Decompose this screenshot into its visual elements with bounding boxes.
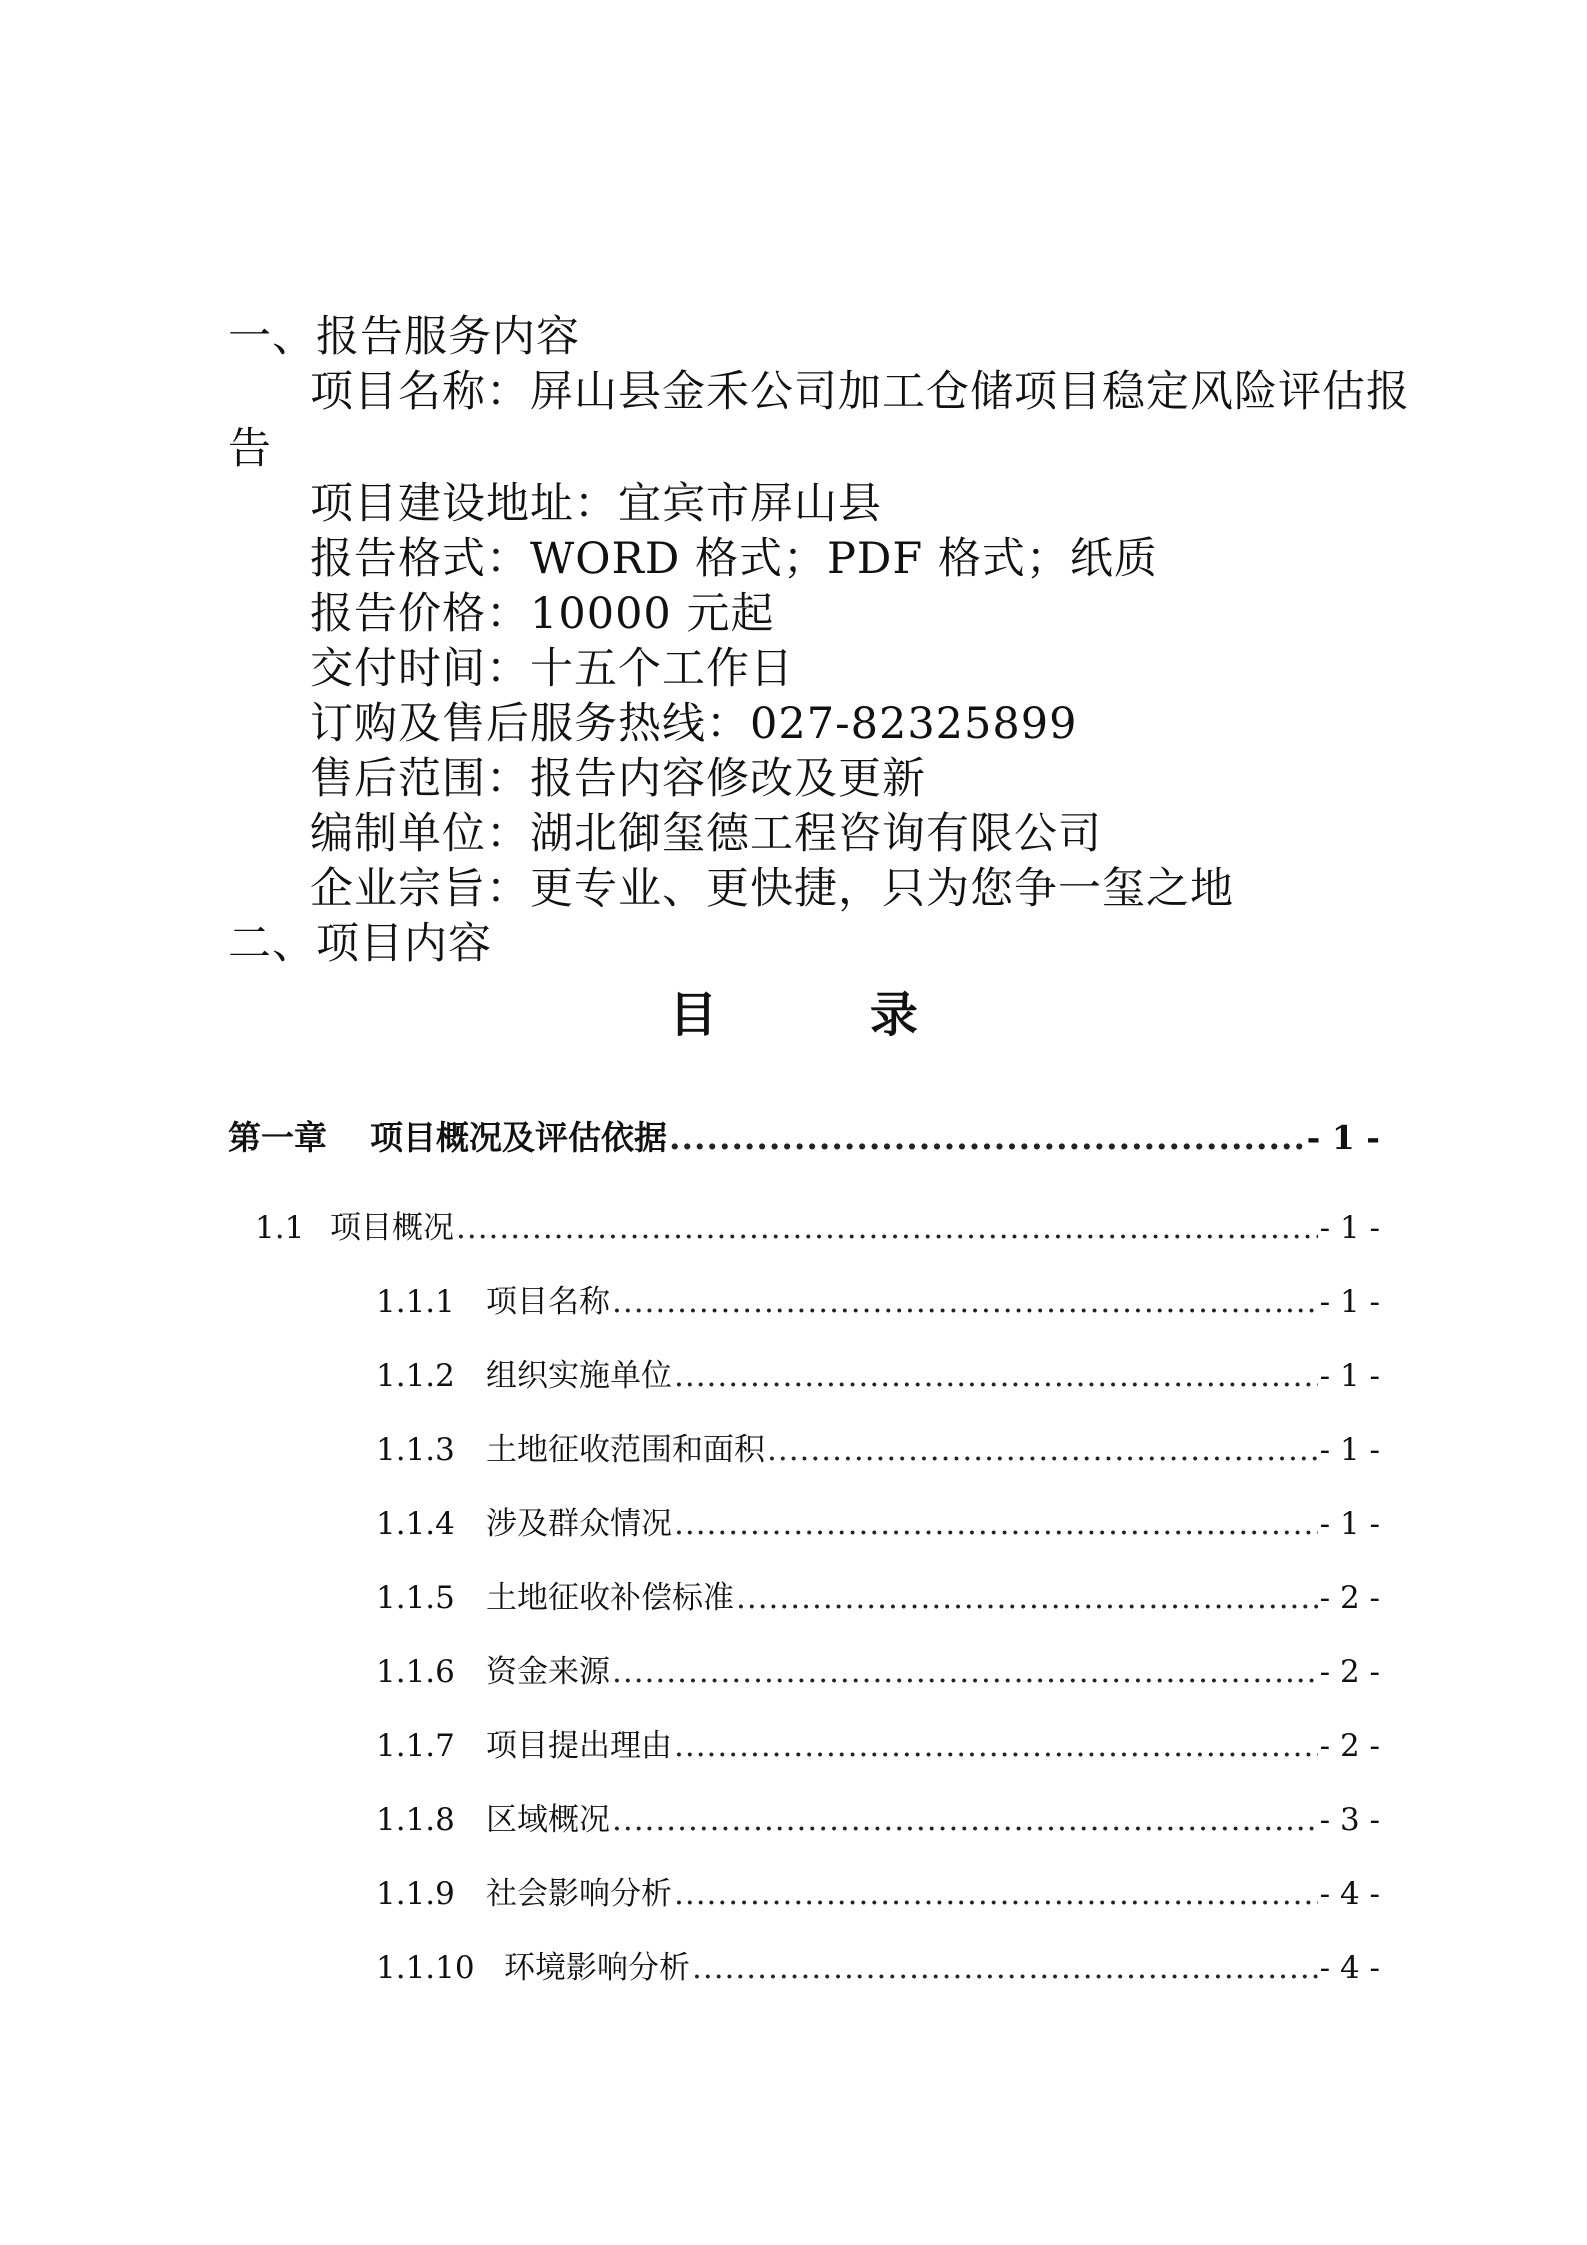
- toc-item-entry[interactable]: [376, 1356, 1380, 1396]
- toc-leader-dots: [612, 1652, 1318, 1692]
- toc-page-number: - 2 -: [1319, 1654, 1380, 1690]
- toc-chapter-number: 第一章: [228, 1118, 327, 1157]
- toc-page-number: - 1 -: [1319, 1432, 1380, 1468]
- toc-item-number: 1.1.9: [376, 1876, 455, 1912]
- toc-leader-dots: [674, 1356, 1318, 1396]
- toc-item-title: 组织实施单位: [486, 1358, 672, 1394]
- toc-section-title: 项目概况: [330, 1210, 454, 1246]
- toc-page-number: - 1 -: [1319, 1506, 1380, 1542]
- toc-item-title: 土地征收范围和面积: [486, 1432, 765, 1468]
- toc-section-number: 1.1: [255, 1210, 305, 1246]
- toc-item-title: 涉及群众情况: [486, 1506, 672, 1542]
- toc-leader-dots: [674, 1726, 1318, 1766]
- toc-item-entry[interactable]: [376, 1504, 1380, 1544]
- delivery-time-line: 交付时间：十五个工作日: [310, 644, 794, 694]
- toc-section-entry[interactable]: [255, 1208, 1380, 1248]
- toc-item-title: 资金来源: [486, 1654, 610, 1690]
- toc-leader-dots: [612, 1800, 1318, 1840]
- toc-item-title: 项目提出理由: [486, 1728, 672, 1764]
- toc-leader-dots: [456, 1208, 1318, 1248]
- project-name-continuation: 告: [228, 424, 271, 474]
- toc-item-number: 1.1.2: [376, 1358, 455, 1394]
- toc-chapter-title: 项目概况及评估依据: [370, 1118, 667, 1157]
- report-price-line: 报告价格：10000 元起: [310, 589, 775, 639]
- toc-page-number: - 1 -: [1319, 1284, 1380, 1320]
- toc-page-number: - 1 -: [1306, 1118, 1380, 1157]
- toc-page-number: - 4 -: [1319, 1950, 1380, 1986]
- toc-item-entry[interactable]: [376, 1282, 1380, 1322]
- toc-leader-dots: [767, 1430, 1318, 1470]
- toc-item-number: 1.1.5: [376, 1580, 455, 1616]
- toc-item-number: 1.1.4: [376, 1506, 455, 1542]
- toc-leader-dots: [736, 1578, 1318, 1618]
- toc-item-title: 土地征收补偿标准: [486, 1580, 734, 1616]
- toc-item-title: 环境影响分析: [504, 1950, 690, 1986]
- toc-item-entry[interactable]: [376, 1726, 1380, 1766]
- after-sales-scope-line: 售后范围：报告内容修改及更新: [310, 754, 926, 804]
- toc-item-entry[interactable]: [376, 1948, 1380, 1988]
- toc-item-number: 1.1.10: [376, 1950, 475, 1986]
- toc-leader-dots: [669, 1118, 1305, 1158]
- toc-leader-dots: [674, 1504, 1318, 1544]
- toc-item-title: 项目名称: [486, 1284, 610, 1320]
- toc-page-number: - 1 -: [1319, 1210, 1380, 1246]
- toc-item-number: 1.1.8: [376, 1802, 455, 1838]
- toc-item-number: 1.1.6: [376, 1654, 455, 1690]
- project-address-line: 项目建设地址：宜宾市屏山县: [310, 479, 882, 529]
- toc-item-number: 1.1.7: [376, 1728, 455, 1764]
- section-heading-service: 一、报告服务内容: [228, 312, 580, 362]
- toc-leader-dots: [692, 1948, 1318, 1988]
- company-tenet-line: 企业宗旨：更专业、更快捷，只为您争一玺之地: [310, 864, 1234, 914]
- toc-page-number: - 4 -: [1319, 1876, 1380, 1912]
- toc-page-number: - 3 -: [1319, 1802, 1380, 1838]
- toc-item-entry[interactable]: [376, 1430, 1380, 1470]
- compiler-line: 编制单位：湖北御玺德工程咨询有限公司: [310, 809, 1102, 859]
- report-format-line: 报告格式：WORD 格式；PDF 格式；纸质: [310, 534, 1158, 584]
- toc-page-number: - 2 -: [1319, 1580, 1380, 1616]
- toc-item-entry[interactable]: [376, 1578, 1380, 1618]
- toc-item-number: 1.1.3: [376, 1432, 455, 1468]
- toc-item-title: 社会影响分析: [486, 1876, 672, 1912]
- section-heading-content: 二、项目内容: [228, 919, 492, 969]
- toc-item-title: 区域概况: [486, 1802, 610, 1838]
- toc-page-number: - 2 -: [1319, 1728, 1380, 1764]
- toc-page-number: - 1 -: [1319, 1358, 1380, 1394]
- toc-title: 目 录: [669, 987, 986, 1043]
- toc-item-entry[interactable]: [376, 1874, 1380, 1914]
- toc-item-entry[interactable]: [376, 1652, 1380, 1692]
- toc-leader-dots: [612, 1282, 1318, 1322]
- toc-item-number: 1.1.1: [376, 1284, 455, 1320]
- toc-item-entry[interactable]: [376, 1800, 1380, 1840]
- project-name-line: 项目名称：屏山县金禾公司加工仓储项目稳定风险评估报: [310, 367, 1410, 417]
- toc-leader-dots: [674, 1874, 1318, 1914]
- toc-chapter-entry[interactable]: [228, 1118, 1380, 1158]
- hotline-line: 订购及售后服务热线：027-82325899: [310, 699, 1078, 749]
